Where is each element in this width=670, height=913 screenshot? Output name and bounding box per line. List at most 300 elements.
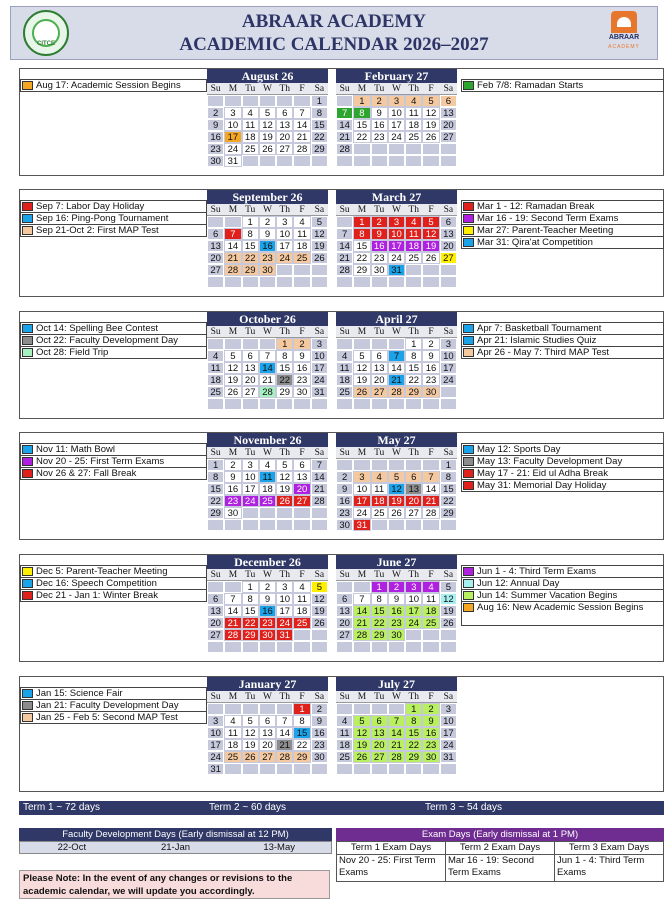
- day-cell: 3: [276, 216, 293, 228]
- day-cell: 8: [405, 715, 422, 727]
- empty-day-cell: [336, 155, 353, 167]
- event-label: May 17 - 21: Eid ul Adha Break: [477, 468, 608, 479]
- event-label: Dec 16: Speech Competition: [36, 578, 157, 589]
- day-cell: 18: [371, 495, 388, 507]
- day-cell: 3: [207, 715, 224, 727]
- event-label: Jun 12: Annual Day: [477, 578, 560, 589]
- empty-day-cell: [422, 398, 439, 410]
- day-cell: 17: [388, 240, 405, 252]
- empty-day-cell: [371, 155, 388, 167]
- day-cell: 24: [207, 751, 224, 763]
- empty-day-cell: [388, 398, 405, 410]
- day-cell: 30: [259, 629, 276, 641]
- day-cell: 23: [224, 495, 241, 507]
- day-cell: 4: [336, 350, 353, 362]
- day-cell: 18: [242, 131, 259, 143]
- day-cell: 30: [259, 264, 276, 276]
- day-cell: 20: [242, 374, 259, 386]
- day-cell: 5: [224, 350, 241, 362]
- day-cell: 17: [242, 483, 259, 495]
- day-cell: 8: [405, 350, 422, 362]
- day-cell: 28: [388, 751, 405, 763]
- day-cell: 27: [207, 264, 224, 276]
- day-cell: 3: [440, 338, 457, 350]
- day-cell: 19: [422, 240, 439, 252]
- empty-day-cell: [388, 763, 405, 775]
- empty-day-cell: [371, 641, 388, 653]
- month-grid: [336, 569, 457, 653]
- day-cell: 14: [224, 240, 241, 252]
- day-cell: 25: [405, 131, 422, 143]
- day-cell: 2: [388, 581, 405, 593]
- day-cell: 10: [276, 228, 293, 240]
- empty-day-cell: [353, 143, 370, 155]
- event-item: [20, 79, 207, 92]
- day-cell: 30: [293, 386, 310, 398]
- day-cell: 8: [311, 107, 328, 119]
- day-cell: 6: [440, 216, 457, 228]
- empty-day-cell: [388, 459, 405, 471]
- day-cell: 14: [388, 362, 405, 374]
- weekday-header: Su: [207, 569, 224, 581]
- day-cell: 11: [293, 228, 310, 240]
- day-cell: 19: [353, 374, 370, 386]
- empty-day-cell: [353, 581, 370, 593]
- day-cell: 26: [353, 386, 370, 398]
- empty-day-cell: [276, 703, 293, 715]
- event-label: Oct 22: Faculty Development Day: [36, 335, 179, 346]
- day-cell: 12: [311, 228, 328, 240]
- event-label: Apr 21: Islamic Studies Quiz: [477, 335, 597, 346]
- day-cell: 23: [259, 617, 276, 629]
- day-cell: 14: [224, 605, 241, 617]
- empty-day-cell: [388, 143, 405, 155]
- day-cell: 13: [276, 119, 293, 131]
- event-color-swatch: [463, 603, 474, 612]
- day-cell: 10: [353, 483, 370, 495]
- day-cell: 25: [293, 252, 310, 264]
- day-cell: 30: [371, 264, 388, 276]
- faculty-day-date: 21-Jan: [160, 842, 191, 853]
- empty-day-cell: [207, 581, 224, 593]
- day-cell: 14: [353, 605, 370, 617]
- empty-day-cell: [293, 641, 310, 653]
- day-cell: 25: [259, 495, 276, 507]
- day-cell: 14: [259, 362, 276, 374]
- empty-day-cell: [371, 143, 388, 155]
- month-calendar: [207, 555, 328, 653]
- left-events-list: [20, 687, 207, 724]
- day-cell: 29: [371, 629, 388, 641]
- day-cell: 4: [405, 216, 422, 228]
- day-cell: 28: [224, 629, 241, 641]
- day-cell: 12: [353, 362, 370, 374]
- empty-day-cell: [259, 155, 276, 167]
- day-cell: 20: [440, 240, 457, 252]
- event-color-swatch: [22, 324, 33, 333]
- event-color-swatch: [22, 713, 33, 722]
- day-cell: 2: [371, 95, 388, 107]
- exam-days-title: Exam Days (Early dismissal at 1 PM): [336, 828, 664, 841]
- day-cell: 1: [242, 581, 259, 593]
- weekday-header: Th: [405, 83, 422, 95]
- day-cell: 3: [388, 216, 405, 228]
- event-item: [461, 346, 664, 359]
- day-cell: 9: [259, 228, 276, 240]
- day-cell: 18: [405, 119, 422, 131]
- day-cell: 9: [293, 350, 310, 362]
- day-cell: 26: [422, 131, 439, 143]
- day-cell: 8: [353, 107, 370, 119]
- day-cell: 16: [224, 483, 241, 495]
- empty-day-cell: [293, 264, 310, 276]
- day-cell: 30: [388, 629, 405, 641]
- day-cell: 11: [422, 593, 439, 605]
- weekday-header: W: [259, 204, 276, 216]
- month-grid: [336, 447, 457, 531]
- event-label: May 31: Memorial Day Holiday: [477, 480, 607, 491]
- day-cell: 28: [336, 264, 353, 276]
- weekday-header: Tu: [371, 83, 388, 95]
- day-cell: 15: [311, 119, 328, 131]
- empty-day-cell: [259, 703, 276, 715]
- empty-day-cell: [440, 641, 457, 653]
- event-color-swatch: [463, 214, 474, 223]
- month-calendar: [207, 312, 328, 410]
- day-cell: 15: [353, 119, 370, 131]
- event-label: Aug 16: New Academic Session Begins: [477, 602, 644, 613]
- empty-day-cell: [276, 507, 293, 519]
- day-cell: 10: [224, 119, 241, 131]
- month-grid: [207, 204, 328, 288]
- day-cell: 13: [440, 107, 457, 119]
- day-cell: 22: [242, 252, 259, 264]
- weekday-header: Tu: [242, 326, 259, 338]
- empty-day-cell: [311, 763, 328, 775]
- day-cell: 4: [293, 581, 310, 593]
- weekday-header: Th: [405, 569, 422, 581]
- day-cell: 14: [388, 727, 405, 739]
- event-color-swatch: [463, 591, 474, 600]
- weekday-header: Sa: [311, 447, 328, 459]
- left-events-list: [20, 443, 207, 480]
- weekday-header: F: [422, 204, 439, 216]
- day-cell: 14: [293, 119, 310, 131]
- weekday-header: Th: [276, 204, 293, 216]
- event-color-swatch: [22, 226, 33, 235]
- day-cell: 3: [242, 459, 259, 471]
- empty-day-cell: [388, 338, 405, 350]
- day-cell: 3: [276, 581, 293, 593]
- event-color-swatch: [22, 457, 33, 466]
- month-calendar: [336, 677, 457, 775]
- weekday-header: M: [224, 326, 241, 338]
- event-item: [20, 224, 207, 237]
- day-cell: 11: [259, 471, 276, 483]
- day-cell: 6: [440, 95, 457, 107]
- day-cell: 13: [440, 228, 457, 240]
- day-cell: 7: [311, 459, 328, 471]
- day-cell: 24: [276, 252, 293, 264]
- day-cell: 22: [405, 374, 422, 386]
- day-cell: 22: [440, 495, 457, 507]
- weekday-header: W: [388, 569, 405, 581]
- day-cell: 6: [371, 715, 388, 727]
- empty-day-cell: [388, 641, 405, 653]
- empty-day-cell: [336, 763, 353, 775]
- day-cell: 9: [422, 715, 439, 727]
- day-cell: 13: [242, 362, 259, 374]
- day-cell: 15: [405, 727, 422, 739]
- month-calendar: [207, 677, 328, 775]
- day-cell: 15: [276, 362, 293, 374]
- event-label: Feb 7/8: Ramadan Starts: [477, 80, 584, 91]
- day-cell: 15: [371, 605, 388, 617]
- header-banner: [10, 6, 658, 60]
- event-color-swatch: [22, 336, 33, 345]
- empty-day-cell: [207, 276, 224, 288]
- day-cell: 8: [242, 593, 259, 605]
- day-cell: 1: [293, 703, 310, 715]
- empty-day-cell: [259, 276, 276, 288]
- empty-day-cell: [259, 95, 276, 107]
- day-cell: 16: [336, 495, 353, 507]
- day-cell: 30: [336, 519, 353, 531]
- event-color-swatch: [22, 701, 33, 710]
- day-cell: 12: [224, 362, 241, 374]
- empty-day-cell: [224, 519, 241, 531]
- empty-day-cell: [422, 763, 439, 775]
- day-cell: 31: [207, 763, 224, 775]
- day-cell: 14: [422, 483, 439, 495]
- empty-day-cell: [276, 519, 293, 531]
- empty-day-cell: [259, 641, 276, 653]
- weekday-header: Tu: [371, 447, 388, 459]
- empty-day-cell: [259, 519, 276, 531]
- day-cell: 5: [422, 216, 439, 228]
- day-cell: 27: [276, 143, 293, 155]
- day-cell: 22: [371, 617, 388, 629]
- day-cell: 9: [336, 483, 353, 495]
- day-cell: 4: [293, 216, 310, 228]
- empty-day-cell: [336, 95, 353, 107]
- day-cell: 31: [440, 751, 457, 763]
- day-cell: 19: [224, 374, 241, 386]
- event-color-swatch: [463, 238, 474, 247]
- day-cell: 11: [207, 362, 224, 374]
- day-cell: 9: [224, 471, 241, 483]
- day-cell: 19: [422, 119, 439, 131]
- day-cell: 23: [388, 617, 405, 629]
- day-cell: 24: [440, 374, 457, 386]
- empty-day-cell: [224, 276, 241, 288]
- weekday-header: Su: [336, 569, 353, 581]
- weekday-header: Th: [405, 691, 422, 703]
- empty-day-cell: [293, 95, 310, 107]
- event-color-swatch: [463, 469, 474, 478]
- day-cell: 3: [440, 703, 457, 715]
- day-cell: 15: [293, 727, 310, 739]
- event-color-swatch: [463, 348, 474, 357]
- day-cell: 28: [311, 495, 328, 507]
- weekday-header: Sa: [311, 204, 328, 216]
- empty-day-cell: [276, 95, 293, 107]
- calendar-block: [19, 554, 664, 662]
- event-label: Nov 26 & 27: Fall Break: [36, 468, 137, 479]
- day-cell: 6: [405, 471, 422, 483]
- day-cell: 26: [440, 617, 457, 629]
- event-item: [461, 236, 664, 249]
- exam-days-value: Jun 1 - 4: Third Term Exams: [554, 854, 664, 882]
- empty-day-cell: [311, 155, 328, 167]
- month-title: October 26: [207, 312, 328, 326]
- event-label: Apr 26 - May 7: Third MAP Test: [477, 347, 609, 358]
- day-cell: 15: [353, 240, 370, 252]
- event-color-swatch: [22, 591, 33, 600]
- day-cell: 15: [440, 483, 457, 495]
- day-cell: 13: [336, 605, 353, 617]
- calendar-block: [19, 189, 664, 297]
- empty-day-cell: [371, 519, 388, 531]
- day-cell: 21: [224, 617, 241, 629]
- event-color-swatch: [463, 324, 474, 333]
- day-cell: 20: [207, 617, 224, 629]
- weekday-header: M: [353, 569, 370, 581]
- day-cell: 25: [224, 751, 241, 763]
- weekday-header: F: [293, 204, 310, 216]
- month-grid: [207, 569, 328, 653]
- day-cell: 4: [405, 95, 422, 107]
- day-cell: 12: [422, 107, 439, 119]
- weekday-header: Th: [276, 447, 293, 459]
- day-cell: 16: [422, 362, 439, 374]
- day-cell: 17: [388, 119, 405, 131]
- day-cell: 12: [311, 593, 328, 605]
- day-cell: 1: [276, 338, 293, 350]
- day-cell: 26: [311, 252, 328, 264]
- day-cell: 26: [353, 751, 370, 763]
- day-cell: 19: [242, 739, 259, 751]
- day-cell: 7: [388, 350, 405, 362]
- revision-note: Please Note: In the event of any changes or revisions to the academic calendar, we will update you accordingly.: [19, 870, 330, 899]
- day-cell: 20: [336, 617, 353, 629]
- day-cell: 13: [207, 240, 224, 252]
- day-cell: 25: [405, 252, 422, 264]
- empty-day-cell: [336, 276, 353, 288]
- empty-day-cell: [276, 398, 293, 410]
- event-label: Nov 11: Math Bowl: [36, 444, 116, 455]
- day-cell: 27: [207, 629, 224, 641]
- event-item: [461, 479, 664, 492]
- day-cell: 7: [336, 228, 353, 240]
- day-cell: 22: [353, 252, 370, 264]
- day-cell: 18: [336, 374, 353, 386]
- day-cell: 9: [259, 593, 276, 605]
- weekday-header: F: [293, 83, 310, 95]
- right-events-list: [461, 443, 664, 492]
- empty-day-cell: [207, 519, 224, 531]
- day-cell: 1: [405, 703, 422, 715]
- weekday-header: Sa: [311, 569, 328, 581]
- weekday-header: W: [388, 691, 405, 703]
- event-color-swatch: [22, 579, 33, 588]
- day-cell: 21: [259, 374, 276, 386]
- day-cell: 23: [422, 739, 439, 751]
- weekday-header: F: [422, 691, 439, 703]
- day-cell: 18: [259, 483, 276, 495]
- weekday-header: Su: [336, 326, 353, 338]
- day-cell: 15: [405, 362, 422, 374]
- weekday-header: Su: [207, 326, 224, 338]
- day-cell: 28: [276, 751, 293, 763]
- weekday-header: W: [259, 569, 276, 581]
- term-1-length: Term 1 ~ 72 days: [23, 802, 100, 813]
- left-events-list: [20, 322, 207, 359]
- day-cell: 1: [440, 459, 457, 471]
- empty-day-cell: [353, 703, 370, 715]
- empty-day-cell: [405, 519, 422, 531]
- day-cell: 3: [388, 95, 405, 107]
- day-cell: 11: [405, 107, 422, 119]
- empty-day-cell: [422, 155, 439, 167]
- day-cell: 13: [207, 605, 224, 617]
- faculty-development-days: [19, 828, 332, 854]
- month-calendar: [207, 69, 328, 167]
- weekday-header: F: [422, 447, 439, 459]
- empty-day-cell: [422, 641, 439, 653]
- day-cell: 21: [276, 739, 293, 751]
- empty-day-cell: [422, 276, 439, 288]
- day-cell: 3: [405, 581, 422, 593]
- day-cell: 19: [259, 131, 276, 143]
- day-cell: 4: [422, 581, 439, 593]
- day-cell: 21: [336, 131, 353, 143]
- day-cell: 17: [276, 240, 293, 252]
- day-cell: 27: [371, 386, 388, 398]
- month-grid: [207, 83, 328, 167]
- empty-day-cell: [371, 276, 388, 288]
- day-cell: 2: [207, 107, 224, 119]
- faculty-days-row: [19, 841, 332, 854]
- empty-day-cell: [224, 641, 241, 653]
- day-cell: 17: [224, 131, 241, 143]
- event-item: [20, 467, 207, 480]
- day-cell: 19: [311, 605, 328, 617]
- empty-day-cell: [259, 763, 276, 775]
- day-cell: 4: [336, 715, 353, 727]
- day-cell: 14: [336, 119, 353, 131]
- day-cell: 16: [207, 131, 224, 143]
- empty-day-cell: [440, 264, 457, 276]
- day-cell: 13: [259, 727, 276, 739]
- day-cell: 6: [207, 228, 224, 240]
- empty-day-cell: [242, 276, 259, 288]
- day-cell: 26: [259, 143, 276, 155]
- event-label: Dec 21 - Jan 1: Winter Break: [36, 590, 158, 601]
- day-cell: 22: [242, 617, 259, 629]
- empty-day-cell: [293, 276, 310, 288]
- month-calendar: [207, 433, 328, 531]
- empty-day-cell: [242, 519, 259, 531]
- day-cell: 8: [371, 593, 388, 605]
- day-cell: 20: [259, 739, 276, 751]
- weekday-header: Sa: [440, 326, 457, 338]
- empty-day-cell: [440, 398, 457, 410]
- event-label: Dec 5: Parent-Teacher Meeting: [36, 566, 168, 577]
- day-cell: 21: [353, 617, 370, 629]
- empty-day-cell: [371, 763, 388, 775]
- day-cell: 10: [311, 350, 328, 362]
